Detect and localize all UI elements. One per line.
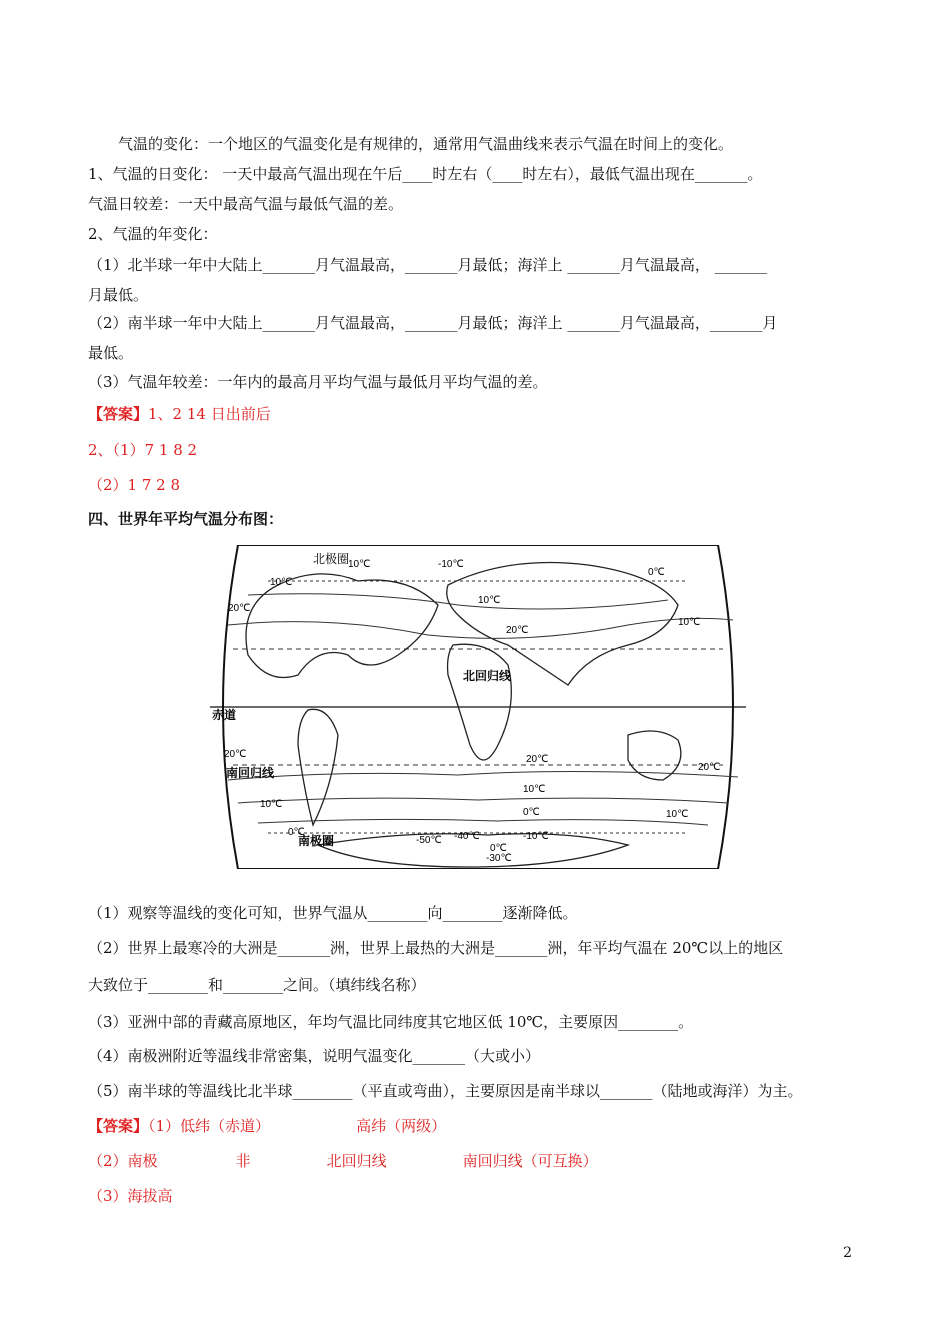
label-iso-s20a: 20℃ [224,749,247,760]
question-south-hemisphere: （2）南半球一年中大陆上_______月气温最高，_______月最低；海洋上 _______月气温最高，_______月 [88,314,778,332]
label-iso-s0c: 0℃ [490,843,507,854]
label-iso-n20b: 20℃ [506,625,529,636]
question-1: （1）观察等温线的变化可知，世界气温从________向________逐渐降低。 [88,904,578,922]
label-arctic-circle: 北极圈 [313,552,350,566]
question-2-cont: 大致位于________和________之间。（填纬线名称） [88,976,426,994]
question-5: （5）南半球的等温线比北半球________（平直或弯曲），主要原因是南半球以_______（陆地或海洋）为主。 [88,1082,803,1100]
question-north-hemisphere-cont: 月最低。 [88,286,149,304]
label-iso-n20a: 20℃ [228,603,251,614]
answer-row-2 [88,1151,598,1171]
question-3: （3）亚洲中部的青藏高原地区，年均气温比同纬度其它地区低 10℃，主要原因________。 [88,1013,694,1031]
label-iso-s0b: 0℃ [523,807,540,818]
label-iso-s10b: 10℃ [523,784,546,795]
label-iso-s30: -30℃ [486,853,512,864]
label-iso-e10b: -10℃ [438,559,464,570]
label-iso-n0: 0℃ [648,567,665,578]
answer-2-part-3: 北回归线 [326,1152,387,1170]
label-iso-s10a: 10℃ [260,799,283,810]
label-tropic-cancer: 北回归线 [463,669,512,683]
answer-line-2: 2、（1）7 1 8 2 [88,441,198,459]
answer-row-3: （3）海拔高 [88,1187,173,1205]
label-iso-n10b: 10℃ [478,595,501,606]
label-iso-e10: 10℃ [348,559,371,570]
page-number: 2 [843,1245,852,1261]
daily-range-definition: 气温日较差：一天中最高气温与最低气温的差。 [88,195,404,213]
intro-paragraph: 气温的变化：一个地区的气温变化是有规律的，通常用气温曲线来表示气温在时间上的变化。 [118,135,734,153]
answer-label: 【答案】 [88,405,149,423]
answer-2-part-1: （2）南极 [88,1152,158,1170]
question-north-hemisphere: （1）北半球一年中大陆上_______月气温最高，_______月最低；海洋上 _______月气温最高， _______ [88,256,768,274]
answer-line-3: （2）1 7 2 8 [88,476,181,494]
section-title: 四、世界年平均气温分布图： [88,510,284,528]
label-equator: 赤道 [212,708,237,722]
annual-range-definition: （3）气温年较差：一年内的最高月平均气温与最低月平均气温的差。 [88,373,548,391]
label-iso-s40: -40℃ [454,831,480,842]
label-iso-s0a: 0℃ [288,827,305,838]
answer-block-1 [88,404,271,424]
answer-2-part-4: 南回归线（可互换） [462,1152,598,1170]
label-antarctic-circle: 南极圈 [298,834,335,848]
question-2: （2）世界上最寒冷的大洲是_______洲，世界上最热的大洲是_______洲，年平均气温在 20℃以上的地区 [88,939,784,957]
answer-1-part-1: （1）低纬（赤道） [148,1117,271,1135]
label-iso-s50: -50℃ [416,835,442,846]
answer-label: 【答案】 [88,1117,149,1135]
label-iso-s10c: 10℃ [666,809,689,820]
label-iso-n10a: 10℃ [270,577,293,588]
label-iso-s10neg: -10℃ [523,831,549,842]
label-iso-s20b: 20℃ [526,754,549,765]
answer-1-part-2: 高纬（两级） [356,1117,447,1135]
question-annual-variation: 2、气温的年变化： [88,225,218,243]
label-iso-n10c: 10℃ [678,617,701,628]
answer-text: 1、2 14 日出前后 [148,405,271,423]
question-south-hemisphere-cont: 最低。 [88,344,134,362]
question-daily-variation: 1、气温的日变化： 一天中最高气温出现在午后____时左右（____时左右），最低气温出现在_______。 [88,165,763,183]
world-temperature-map [208,545,748,869]
answer-row-1 [88,1116,446,1136]
question-4: （4）南极洲附近等温线非常密集，说明气温变化_______（大或小） [88,1047,541,1065]
answer-2-part-2: 非 [235,1152,251,1170]
label-iso-s20c: 20℃ [698,762,721,773]
label-tropic-capricorn: 南回归线 [226,766,275,780]
